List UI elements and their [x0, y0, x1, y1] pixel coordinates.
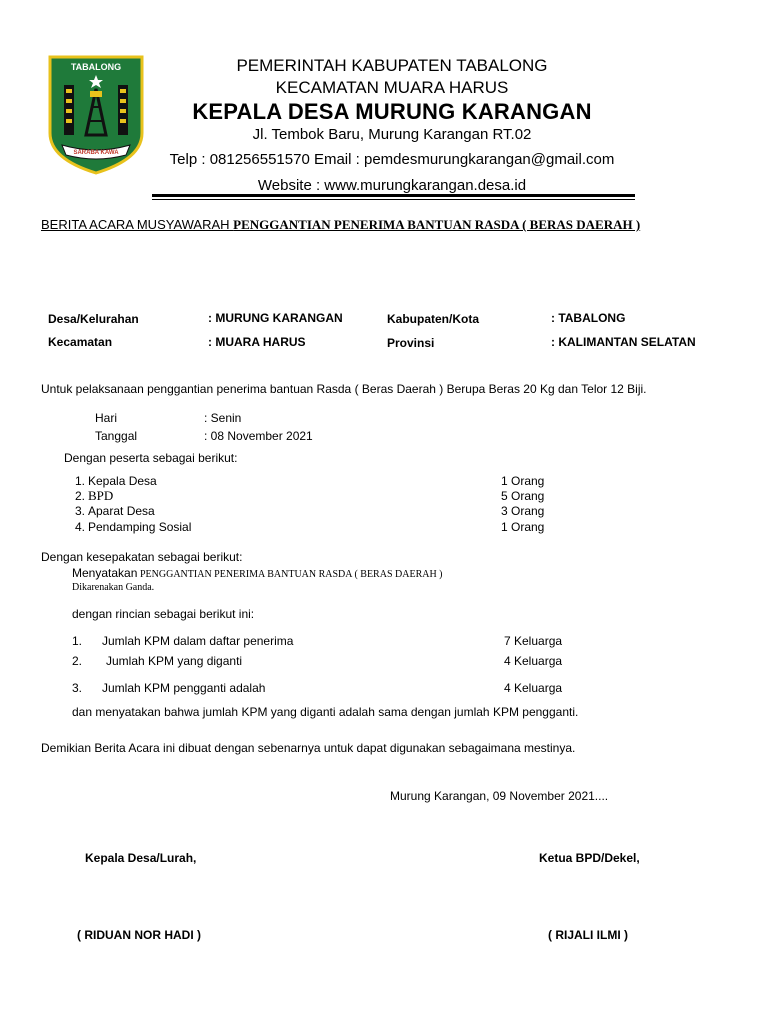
header-government: PEMERINTAH KABUPATEN TABALONG — [236, 56, 548, 75]
header-divider-thick — [152, 194, 635, 197]
statement-text: PENGGANTIAN PENERIMA BANTUAN RASDA ( BERAS DAERAH ) — [140, 569, 443, 580]
header-district: KECAMATAN MUARA HARUS — [275, 78, 509, 97]
tanggal-label: Tanggal — [95, 429, 138, 443]
signature-left-name: ( RIDUAN NOR HADI ) — [77, 928, 201, 942]
provinsi-value: : KALIMANTAN SELATAN — [551, 335, 696, 349]
peserta-num: 4. — [75, 520, 86, 534]
rincian-num: 1. — [72, 634, 83, 648]
desa-label: Desa/Kelurahan — [48, 312, 139, 326]
hari-value: : Senin — [204, 411, 242, 425]
header-website: Website : www.murungkarangan.desa.id — [257, 177, 527, 194]
rincian-heading: dengan rincian sebagai berikut ini: — [72, 607, 255, 621]
peserta-num: 1. — [75, 474, 86, 488]
header-contact: Telp : 081256551570 Email : pemdesmurungkarangan@gmail.com — [169, 151, 615, 168]
header-divider-thin — [152, 199, 635, 200]
rincian-value: 7 Keluarga — [504, 634, 563, 648]
document-title-part2: PENGGANTIAN PENERIMA BANTUAN RASDA ( BERAS DAERAH ) — [233, 217, 641, 232]
peserta-num: 2. — [75, 489, 86, 503]
tanggal-value: : 08 November 2021 — [204, 429, 313, 443]
signature-right-title: Ketua BPD/Dekel, — [539, 851, 640, 865]
demikian-paragraph: Demikian Berita Acara ini dibuat dengan sebenarnya untuk dapat digunakan sebagaimana mestinya. — [41, 741, 576, 755]
peserta-name: Pendamping Sosial — [88, 520, 192, 534]
rincian-label: Jumlah KPM dalam daftar penerima — [102, 634, 294, 648]
peserta-name: Kepala Desa — [88, 474, 157, 488]
kesepakatan-heading: Dengan kesepakatan sebagai berikut: — [41, 550, 243, 564]
header-village-head: KEPALA DESA MURUNG KARANGAN — [192, 99, 592, 124]
peserta-heading: Dengan peserta sebagai berikut: — [64, 451, 238, 465]
kecamatan-value: : MUARA HARUS — [208, 335, 306, 349]
document-title-part1: BERITA ACARA MUSYAWARAH — [41, 217, 234, 232]
rincian-num: 3. — [72, 681, 83, 695]
rincian-value: 4 Keluarga — [504, 681, 563, 695]
peserta-name: Aparat Desa — [88, 504, 155, 518]
logo-text-top: TABALONG — [70, 62, 122, 72]
kecamatan-label: Kecamatan — [48, 335, 113, 349]
peserta-count: 3 Orang — [501, 504, 545, 518]
header-address: Jl. Tembok Baru, Murung Karangan RT.02 — [252, 126, 532, 143]
hari-label: Hari — [95, 411, 118, 425]
rincian-label: Jumlah KPM pengganti adalah — [102, 681, 266, 695]
kabupaten-value: : TABALONG — [551, 311, 626, 325]
closing-statement: dan menyatakan bahwa jumlah KPM yang diganti adalah sama dengan jumlah KPM pengganti. — [72, 705, 579, 719]
desa-value: : MURUNG KARANGAN — [208, 311, 343, 325]
rincian-num: 2. — [72, 654, 83, 668]
rincian-value: 4 Keluarga — [504, 654, 563, 668]
signature-right-name: ( RIJALI ILMI ) — [548, 928, 628, 942]
peserta-count: 5 Orang — [501, 489, 545, 503]
provinsi-label: Provinsi — [387, 336, 435, 350]
peserta-count: 1 Orang — [501, 474, 545, 488]
menyatakan-label: Menyatakan — [72, 566, 138, 580]
peserta-count: 1 Orang — [501, 520, 545, 534]
reason-text: Dikarenakan Ganda. — [72, 582, 155, 593]
logo-ribbon-text: SARABA KAWA — [73, 150, 119, 156]
kabupaten-label: Kabupaten/Kota — [387, 312, 480, 326]
peserta-name: BPD — [88, 488, 114, 503]
signature-left-title: Kepala Desa/Lurah, — [85, 851, 197, 865]
peserta-num: 3. — [75, 504, 86, 518]
rincian-label: Jumlah KPM yang diganti — [106, 654, 243, 668]
document-title — [41, 217, 640, 233]
intro-paragraph: Untuk pelaksanaan penggantian penerima bantuan Rasda ( Beras Daerah ) Berupa Beras 20 Kg dan Telor 12 Biji. — [41, 382, 647, 396]
place-date: Murung Karangan, 09 November 2021.... — [390, 789, 609, 803]
